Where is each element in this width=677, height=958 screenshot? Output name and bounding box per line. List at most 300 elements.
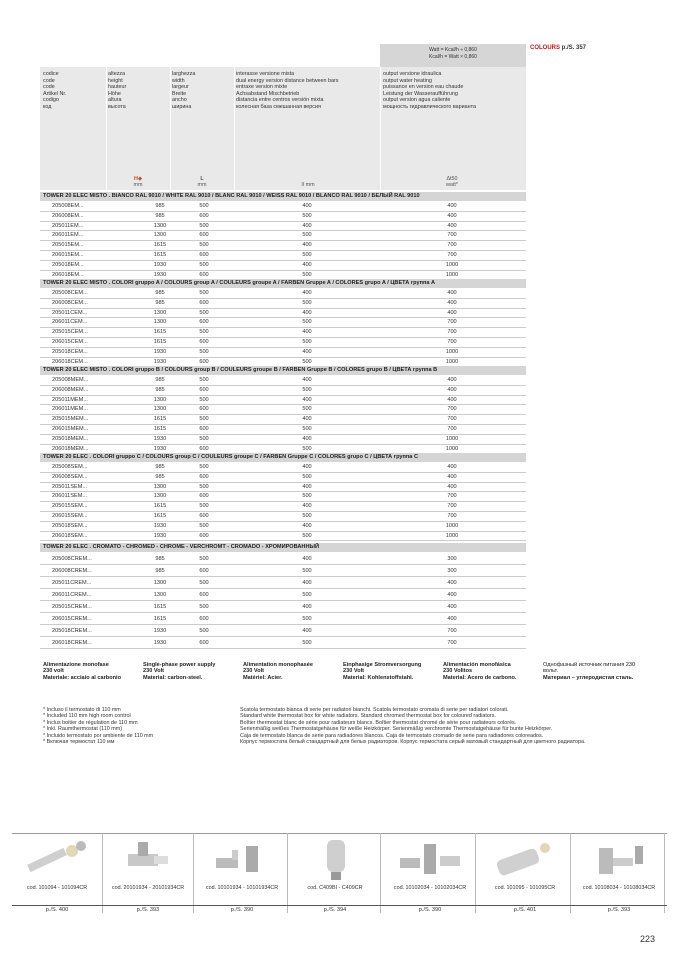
note-line: Boîtier thermostat blanc de série pour radiateurs blancs. Boîtier thermostat chromé de série pour radiateurs colorés. [240,719,517,726]
header-text: код [43,103,52,110]
note-line: Caja de termostato blanca de serie para radiadores blancos. Caja de termostato cromado de serie para radiadores coloreados. [240,732,544,739]
header-text: Artikel Nr. [43,90,67,97]
cell-output: 400 [447,309,457,316]
cell-height: 985 [155,377,165,383]
accessory-page: p./S. 401 [513,907,537,913]
header-text: altezza [108,71,126,77]
table-row [40,251,526,261]
unit-width: L mm [197,176,207,188]
feature-title: Einphasige Stromversorgung [343,662,422,668]
cell-code: 206008MEM... [52,386,89,393]
cell-output: 700 [447,416,457,423]
accessory-image-icon [579,836,660,884]
feature-l3: Material: Kohlenstoffstahl. [343,674,414,681]
note-line: * Inkl. Raumthermostat (110 mm) [43,726,122,733]
table-row [40,348,526,358]
cell-output: 400 [447,592,457,598]
cell-width: 500 [199,242,209,249]
header-col-width [172,71,195,111]
cell-output: 1000 [445,532,459,539]
table-row [40,338,526,348]
notes-left [43,707,153,745]
conversion-box [380,44,526,67]
cell-height: 1930 [153,532,167,539]
table-row [40,425,526,435]
cell-width: 600 [199,426,209,432]
table-row [40,553,526,565]
cell-output: 300 [447,568,457,574]
colours-label: COLOURS [530,45,560,51]
cell-height: 1930 [153,445,167,452]
cell-code: 205011MEM... [52,396,88,403]
cell-width: 500 [199,522,209,529]
cell-distance: 400 [302,377,312,383]
cell-distance: 400 [302,222,312,229]
accessory-image-icon [17,836,98,884]
table-row [40,328,526,338]
note-line: * Incluido termostato por ambiente de 110 mm [43,732,154,739]
section-header: TOWER 20 ELEC MISTO . BIANCO RAL 9010 / WHITE RAL 9010 / BLANC RAL 9010 / WEISS RAL 9010 / BLANCO RAL 9010 / БЕЛЫЙ RAL 9010 [40,192,526,201]
cell-distance: 500 [302,568,312,574]
table-row [40,435,526,445]
cell-width: 600 [199,592,209,598]
cell-output: 1000 [445,445,459,452]
cell-code: 205015MEM... [52,416,89,423]
table-row [40,241,526,251]
header-text: puissance en version eau chaude [383,84,464,91]
table-row [40,212,526,222]
table-row [40,502,526,512]
cell-distance: 500 [302,426,312,432]
cell-code: 206018MEM... [52,445,89,452]
cell-distance: 500 [302,386,312,393]
cell-output: 400 [447,290,457,296]
note-line: * Включая термостат 110 мм [43,739,115,746]
note-line: Serienmäßig weißes Thermostatgehäuse für weiße Heizkörper. Serienmäßig verchromte Thermostatgehäuse für bunte Heizkörper. [240,726,553,733]
cell-code: 206011EM... [52,232,84,239]
cell-code: 205018SEM... [52,522,88,529]
table-row [40,613,526,625]
cell-output: 400 [447,396,457,403]
accessory-page: p./S. 394 [323,907,347,913]
cell-width: 600 [199,568,209,574]
table-row [40,396,526,406]
cell-height: 1615 [153,252,167,258]
cell-output: 400 [447,464,457,470]
cell-output: 400 [447,616,457,622]
cell-width: 500 [199,222,209,229]
header-text: interasse versione mista [236,71,295,77]
header-col-code [43,71,66,111]
cell-output: 700 [447,242,457,249]
feature-l2: 230 Volitos [443,668,473,675]
section-header: TOWER 20 ELEC . CROMATO - CHROMED - CHROME - VERCHROMT - CROMADO - ХРОМИРОВАННЫЙ [40,543,526,552]
cell-distance: 500 [302,252,312,258]
cell-output: 1000 [445,358,459,365]
note-line: * Inclus boitier de régulation de 110 mm [43,719,138,726]
cell-output: 1000 [445,271,459,278]
cell-output: 700 [447,252,457,258]
cell-height: 1930 [153,271,167,278]
cell-code: 205008EM... [52,203,84,209]
feature-title: Single-phase power supply [143,662,216,668]
cell-height: 1300 [153,232,167,239]
accessory-code: cod. 10108034 - 10108034CR [582,885,656,891]
header-text: Leistung der Wasseraufführung [383,90,458,97]
table-row [40,512,526,522]
cell-width: 500 [199,261,209,268]
page-number: 223 [640,934,656,944]
cell-distance: 500 [302,232,312,239]
cell-distance: 400 [302,483,312,490]
cell-width: 600 [199,271,209,278]
cell-output: 700 [447,319,457,326]
cell-output: 400 [447,604,457,610]
table-row [40,376,526,386]
cell-width: 500 [199,348,209,355]
feature-block [443,662,539,681]
cell-code: 205018CREM... [52,628,92,634]
cell-output: 400 [447,299,457,306]
table-row [40,261,526,271]
accessory-code: cod. 10102034 - 10102034CR [393,885,467,891]
cell-output: 700 [447,426,457,432]
cell-code: 205015EM... [52,242,84,249]
unit-height: H◆ mm [133,176,143,188]
header-divider [380,67,381,190]
cell-distance: 500 [302,358,312,365]
cell-output: 1000 [445,522,459,529]
cell-code: 205008SEM... [52,464,88,470]
cell-distance: 400 [302,261,312,268]
cell-height: 985 [155,464,165,470]
cell-distance: 400 [302,396,312,403]
table-row [40,601,526,613]
cell-width: 500 [199,464,209,470]
accessory-item[interactable] [574,833,665,913]
cell-width: 600 [199,358,209,365]
cell-width: 600 [199,513,209,519]
cell-output: 400 [447,203,457,209]
header-text: distancia entre centros versión mixta [236,97,324,104]
cell-code: 206015CREM... [52,616,92,622]
unit-output: Δt50 watt* [446,176,458,188]
cell-height: 985 [155,212,165,219]
cell-height: 1615 [153,242,167,249]
header-text: dual energy version distance between bars [236,77,339,84]
cell-width: 500 [199,396,209,403]
accessory-code: cod. 10101934 - 10101934CR [205,885,279,891]
accessory-item[interactable] [385,833,476,913]
accessory-item[interactable] [103,833,194,913]
table-row [40,463,526,473]
cell-width: 500 [199,435,209,442]
header-text: Breite [172,90,187,97]
cell-output: 400 [447,386,457,393]
cell-height: 1300 [153,396,167,403]
cell-code: 206015SEM... [52,513,88,519]
cell-distance: 500 [302,339,312,345]
cell-height: 1300 [153,222,167,229]
cell-code: 206011MEM... [52,406,88,413]
header-text: output water heating [383,77,432,84]
feature-block [43,662,139,681]
header-text: мощность гидравлического варианта [383,103,477,110]
header-text: output versione idraulica [383,71,442,77]
cell-code: 206018CREM... [52,640,92,646]
cell-output: 1000 [445,348,459,355]
cell-width: 600 [199,339,209,345]
header-text: Höhe [108,90,121,97]
header-text: code [43,77,55,84]
header-text: ancho [172,97,187,104]
accessory-page: p./S. 393 [136,907,160,913]
table-row [40,386,526,396]
table-row [40,289,526,299]
notes-right [240,707,586,745]
cell-code: 206008CREM... [52,568,92,574]
feature-l2: 230 Volt [343,668,365,675]
cell-height: 985 [155,473,165,480]
cell-code: 206015MEM... [52,426,89,432]
table-row [40,492,526,502]
cell-distance: 500 [302,299,312,306]
header-text: height [108,77,123,84]
cell-code: 206015CEM... [52,339,88,345]
cell-height: 1615 [153,426,167,432]
feature-title: Однофазный источник питания 230 вольт. [543,662,636,675]
feature-l2: 230 Volt [143,668,165,675]
accessory-code: cod. 20101934 - 20101934CR [111,885,185,891]
cell-height: 1930 [153,522,167,529]
note-line: Корпус термостата белый стандартный для белых радиаторов. Корпус термостата серый матовый стандартный для цветного радиатора. [240,739,586,746]
cell-width: 600 [199,252,209,258]
cell-height: 1615 [153,503,167,510]
header-text: code [43,84,55,91]
cell-distance: 500 [302,493,312,500]
header-text: largeur [172,84,189,91]
cell-code: 205008MEM... [52,377,89,383]
accessory-page: p./S. 393 [607,907,631,913]
cell-code: 206008SEM... [52,473,88,480]
feature-block [543,662,639,681]
cell-code: 205008CREM... [52,556,92,562]
cell-distance: 500 [302,592,312,598]
cell-height: 1930 [153,640,167,646]
cell-width: 600 [199,386,209,393]
cell-height: 985 [155,203,165,209]
note-line: Standard white thermostat box for white radiators. Standard chromed thermostat box for coloured radiators. [240,713,496,720]
feature-l3: Materiale: acciaio al carbonio [43,674,122,681]
cell-width: 500 [199,377,209,383]
cell-height: 1930 [153,358,167,365]
colours-page: p./S. 357 [561,45,587,51]
accessory-page: p./S. 390 [418,907,442,913]
cell-distance: 500 [302,473,312,480]
cell-height: 1300 [153,580,167,586]
cell-height: 1615 [153,604,167,610]
cell-width: 600 [199,445,209,452]
note-line: Scatola termostato bianca di serie per radiatori bianchi. Scatola termostato cromata di serie per radiatori colorati. [240,707,509,713]
cell-height: 1615 [153,513,167,519]
cell-width: 500 [199,290,209,296]
cell-distance: 400 [302,416,312,423]
table-row [40,231,526,241]
accessory-item[interactable] [197,833,288,913]
header-text: codice [43,71,59,77]
cell-distance: 400 [302,503,312,510]
cell-height: 985 [155,556,165,562]
accessory-page: p./S. 390 [230,907,254,913]
cell-output: 400 [447,377,457,383]
table-row [40,577,526,589]
colours-reference[interactable] [530,45,586,51]
header-text: колесная база смешанная версия [236,103,321,110]
header-text: Achsabstand Mischbetrieb [236,90,300,97]
cell-height: 985 [155,290,165,296]
cell-width: 500 [199,483,209,490]
cell-width: 600 [199,319,209,326]
cell-height: 1615 [153,416,167,423]
cell-distance: 500 [302,271,312,278]
header-text: output version agua caliente [383,97,451,104]
cell-height: 1300 [153,592,167,598]
cell-output: 700 [447,339,457,345]
cell-code: 206015EM... [52,252,84,258]
cell-code: 206018SEM... [52,532,88,539]
cell-code: 206018EM... [52,271,84,278]
header-text: codigo [43,97,59,104]
header-col-height [108,71,126,111]
table-row [40,222,526,232]
accessory-item[interactable] [12,833,103,913]
cell-distance: 400 [302,290,312,296]
cell-distance: 400 [302,556,312,562]
cell-width: 600 [199,493,209,500]
section-header: TOWER 20 ELEC MISTO . COLORI gruppo B / COLOURS group B / COULEURS groupe B / FARBEN Gruppe B / COLORES grupo B / ЦВЕТА группа B [40,366,526,375]
cell-code: 206011SEM... [52,493,88,500]
cell-output: 400 [447,580,457,586]
feature-title: Alimentazione monofase [43,662,109,668]
feature-title: Alimentation monophasée [243,662,313,668]
feature-l3: Matériel: Acier. [243,674,283,681]
cell-output: 400 [447,212,457,219]
accessory-code: cod. 101094 - 101094CR [26,885,88,891]
accessory-image-icon [108,836,189,884]
header-divider [106,67,107,190]
cell-distance: 500 [302,640,312,646]
header-text: высота [108,103,126,110]
header-text: ширина [172,103,192,110]
accessory-item[interactable] [480,833,571,913]
cell-output: 700 [447,628,457,634]
feature-l2: 230 Volt [243,668,265,675]
cell-code: 205018EM... [52,261,84,268]
table-row [40,299,526,309]
cell-output: 700 [447,640,457,646]
cell-height: 1300 [153,493,167,500]
cell-code: 205018MEM... [52,435,89,442]
cell-output: 700 [447,513,457,519]
table-row [40,309,526,319]
cell-height: 1930 [153,261,167,268]
cell-height: 985 [155,386,165,393]
cell-width: 600 [199,406,209,413]
note-line: * Included 110 mm high room control [43,713,131,720]
cell-code: 206018CEM... [52,358,88,365]
cell-output: 1000 [445,261,459,268]
cell-height: 1300 [153,309,167,316]
cell-height: 1615 [153,616,167,622]
cell-distance: 500 [302,445,312,452]
conversion-line-2: Kcal/h = Watt × 0,860 [429,53,477,60]
cell-distance: 400 [302,309,312,316]
table-row [40,565,526,577]
table-row [40,522,526,532]
cell-code: 205011CREM... [52,580,92,586]
cell-width: 600 [199,616,209,622]
cell-distance: 400 [302,329,312,336]
cell-code: 205018CEM... [52,348,88,355]
accessory-item[interactable] [290,833,381,913]
cell-code: 205015SEM... [52,503,88,510]
cell-output: 700 [447,232,457,239]
header-text: altura [108,97,122,104]
cell-width: 500 [199,580,209,586]
feature-block [343,662,439,681]
header-text: hauteur [108,84,127,91]
cell-height: 1300 [153,319,167,326]
cell-distance: 500 [302,319,312,326]
unit-distance: Il mm [301,182,315,188]
header-text: width [172,77,185,84]
table-row [40,625,526,637]
note-line: * Incluso il termostato di 110 mm [43,707,121,713]
cell-height: 1930 [153,435,167,442]
accessory-image-icon [202,836,283,884]
cell-width: 500 [199,309,209,316]
cell-output: 1000 [445,435,459,442]
cell-output: 700 [447,406,457,413]
cell-width: 500 [199,503,209,510]
table-row [40,637,526,649]
feature-l2: Материал – углеродистая сталь. [543,674,634,681]
cell-width: 500 [199,556,209,562]
table-row [40,405,526,415]
header-divider [170,67,171,190]
feature-l3: Material: Acero de carbono. [443,674,517,681]
accessory-image-icon [390,836,471,884]
cell-distance: 500 [302,406,312,413]
cell-distance: 400 [302,348,312,355]
cell-distance: 400 [302,435,312,442]
accessory-image-icon [295,836,376,884]
cell-height: 985 [155,568,165,574]
cell-width: 500 [199,604,209,610]
cell-code: 206008CEM... [52,299,88,306]
cell-distance: 400 [302,580,312,586]
cell-distance: 500 [302,532,312,539]
cell-code: 206011CEM... [52,319,88,326]
cell-distance: 500 [302,616,312,622]
cell-code: 205015CREM... [52,604,92,610]
cell-width: 500 [199,329,209,336]
cell-height: 985 [155,299,165,306]
table-row [40,318,526,328]
cell-output: 700 [447,493,457,500]
accessory-code: cod. 101095 - 101095CR [494,885,556,891]
table-row [40,415,526,425]
